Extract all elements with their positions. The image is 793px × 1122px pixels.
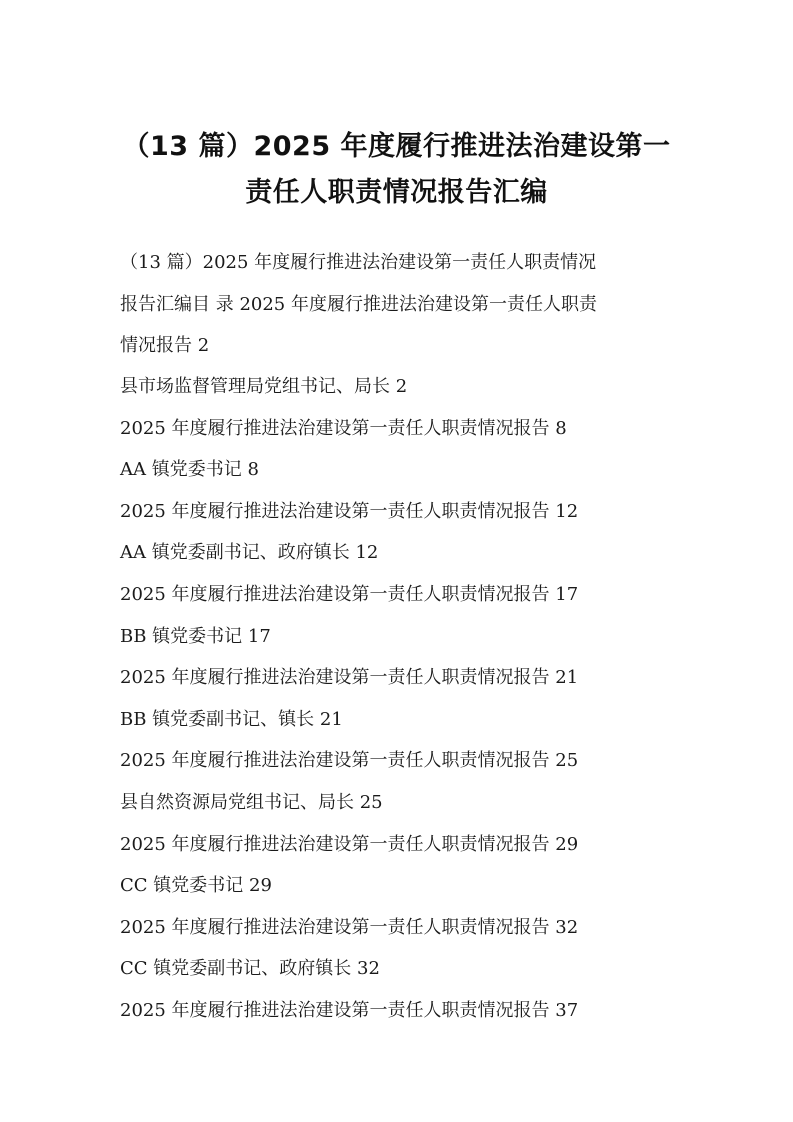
toc-entry: 2025 年度履行推进法治建设第一责任人职责情况报告 21 [120,667,579,689]
intro-line: （13 篇）2025 年度履行推进法治建设第一责任人职责情况 [120,252,597,273]
toc-entry: 2025 年度履行推进法治建设第一责任人职责情况报告 25 [120,750,579,772]
intro-line: 报告汇编目 录 2025 年度履行推进法治建设第一责任人职责 [120,293,597,315]
toc-entry: AA 镇党委书记 8 [120,459,259,481]
toc-entry: 2025 年度履行推进法治建设第一责任人职责情况报告 37 [120,999,579,1021]
toc-entry: CC 镇党委副书记、政府镇长 32 [120,958,380,980]
toc-entry: 2025 年度履行推进法治建设第一责任人职责情况报告 29 [120,833,579,855]
toc-entry: 2025 年度履行推进法治建设第一责任人职责情况报告 12 [120,500,579,522]
intro-line: 情况报告 2 [120,335,210,357]
toc-entry: BB 镇党委书记 17 [120,625,271,647]
toc-entry: 2025 年度履行推进法治建设第一责任人职责情况报告 17 [120,583,579,605]
toc-entry: 县自然资源局党组书记、局长 25 [120,791,383,813]
toc-entry: CC 镇党委书记 29 [120,875,272,897]
document-title-line-2: 责任人职责情况报告汇编 [245,177,548,208]
toc-entry: 2025 年度履行推进法治建设第一责任人职责情况报告 8 [120,417,567,439]
toc-entry: BB 镇党委副书记、镇长 21 [120,708,343,730]
document-title-line-1: （13 篇）2025 年度履行推进法治建设第一 [122,131,671,162]
intro-paragraph [120,242,680,367]
table-of-contents [120,366,680,1032]
toc-entry: AA 镇党委副书记、政府镇长 12 [120,542,379,564]
toc-entry: 县市场监督管理局党组书记、局长 2 [120,376,408,397]
toc-entry: 2025 年度履行推进法治建设第一责任人职责情况报告 32 [120,916,579,938]
